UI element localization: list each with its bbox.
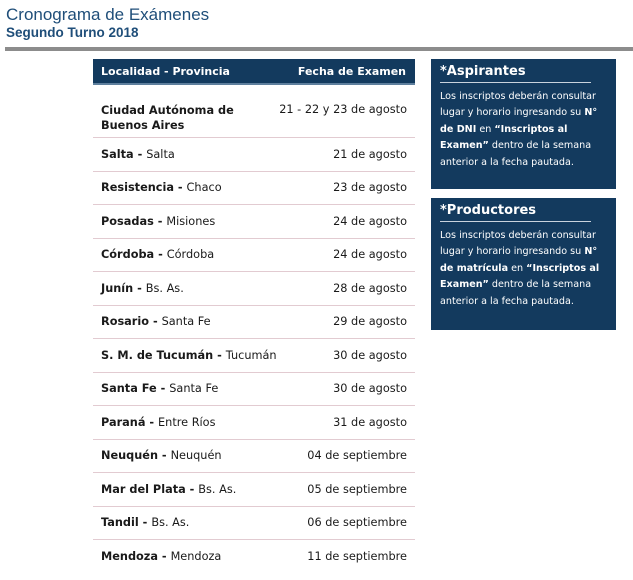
city-name: Mar del Plata <box>101 482 186 496</box>
productores-info-box <box>431 198 616 330</box>
table-row <box>93 306 415 340</box>
province-name: Chaco <box>186 181 222 195</box>
aspirantes-text-part: en <box>476 123 495 135</box>
exam-date-cell: 05 de septiembre <box>307 482 407 496</box>
table-row <box>93 205 415 239</box>
table-row <box>93 339 415 373</box>
location-separator: - <box>138 516 152 530</box>
location-cell <box>101 550 221 563</box>
productores-text-part: Los inscriptos deberán consultar lugar y horario ingresando su <box>440 229 596 257</box>
aspirantes-text-part: dentro de la semana anterior a la fecha pautada. <box>440 140 592 168</box>
location-cell <box>101 148 175 161</box>
location-cell <box>101 483 236 496</box>
productores-inscriptos-link-text: “Inscriptos al Examen” <box>440 262 600 290</box>
header-exam-date: Fecha de Examen <box>297 64 406 78</box>
location-separator: - <box>154 248 167 262</box>
aspirantes-text <box>440 89 607 172</box>
table-row <box>93 172 415 206</box>
city-name: Junín <box>101 281 134 295</box>
aspirantes-info-box <box>431 59 616 189</box>
city-name: S. M. de Tucumán <box>101 348 214 362</box>
city-name: Salta <box>101 147 134 161</box>
exam-date-cell: 06 de septiembre <box>307 516 407 530</box>
location-separator: - <box>133 147 147 161</box>
table-row <box>93 272 415 306</box>
location-separator: - <box>185 482 199 496</box>
location-separator: - <box>158 449 171 463</box>
province-name: Córdoba <box>166 248 215 262</box>
page-subtitle: Segundo Turno 2018 <box>6 25 139 40</box>
province-name: Bs. As. <box>151 516 190 530</box>
province-name: Entre Ríos <box>158 415 216 429</box>
aspirantes-dni-label: N° de DNI <box>440 107 598 135</box>
province-name: Santa Fe <box>161 315 211 329</box>
table-row <box>93 91 415 138</box>
city-name: Córdoba <box>101 248 155 262</box>
city-name: Mendoza <box>101 550 158 564</box>
location-cell <box>101 181 222 194</box>
exam-date-cell: 29 de agosto <box>333 315 407 329</box>
location-cell <box>101 349 277 362</box>
productores-text <box>440 228 607 311</box>
location-separator: - <box>173 181 187 195</box>
aspirantes-text-part: Los inscriptos deberán consultar lugar y horario ingresando su <box>440 90 596 118</box>
table-row <box>93 440 415 474</box>
city-name: Resistencia <box>101 181 174 195</box>
province-name: Mendoza <box>170 550 222 564</box>
schedule-rows <box>93 91 415 574</box>
location-cell <box>101 416 215 429</box>
location-separator: - <box>149 315 162 329</box>
exam-date-cell: 11 de septiembre <box>307 550 407 564</box>
location-cell <box>101 103 251 133</box>
title-divider <box>5 47 633 51</box>
productores-title: *Productores <box>440 203 591 222</box>
location-separator: - <box>156 382 170 396</box>
location-cell <box>101 382 218 395</box>
city-name: Posadas <box>101 214 154 228</box>
exam-date-cell: 30 de agosto <box>333 348 407 362</box>
productores-text-part: en <box>508 262 527 274</box>
province-name: Misiones <box>166 214 216 228</box>
location-cell <box>101 282 184 295</box>
province-name: Neuquén <box>170 449 222 463</box>
exam-date-cell: 04 de septiembre <box>307 449 407 463</box>
table-row <box>93 138 415 172</box>
table-row <box>93 239 415 273</box>
city-name: Paraná <box>101 415 146 429</box>
city-name: Tandil <box>101 516 139 530</box>
table-row <box>93 507 415 541</box>
city-name: Neuquén <box>101 449 158 463</box>
table-row <box>93 373 415 407</box>
exam-date-cell: 30 de agosto <box>333 382 407 396</box>
exam-date-cell: 24 de agosto <box>333 214 407 228</box>
exam-date-cell: 21 de agosto <box>333 147 407 161</box>
location-cell <box>101 215 215 228</box>
location-cell <box>101 449 222 462</box>
location-separator: - <box>153 214 167 228</box>
location-cell <box>101 315 211 328</box>
location-separator: - <box>158 550 171 564</box>
productores-matricula-label: N° de matrícula <box>440 246 598 274</box>
city-name: Ciudad Autónoma de Buenos Aires <box>101 104 234 132</box>
province-name: Santa Fe <box>169 382 219 396</box>
province-name: Bs. As. <box>198 482 237 496</box>
location-separator: - <box>213 348 226 362</box>
table-row <box>93 540 415 574</box>
city-name: Rosario <box>101 315 150 329</box>
aspirantes-title: *Aspirantes <box>440 64 591 83</box>
page-title: Cronograma de Exámenes <box>6 5 210 24</box>
exam-date-cell: 21 - 22 y 23 de agosto <box>279 103 407 116</box>
exam-schedule-table <box>93 59 415 574</box>
location-separator: - <box>145 415 159 429</box>
exam-date-cell: 24 de agosto <box>333 248 407 262</box>
header-location: Localidad - Provincia <box>101 64 230 78</box>
location-cell <box>101 516 189 529</box>
exam-date-cell: 31 de agosto <box>333 415 407 429</box>
city-name: Santa Fe <box>101 382 157 396</box>
location-separator: - <box>133 281 146 295</box>
aspirantes-inscriptos-link-text: “Inscriptos al Examen” <box>440 123 568 151</box>
productores-text-part: dentro de la semana anterior a la fecha pautada. <box>440 279 592 307</box>
province-name: Tucumán <box>225 348 277 362</box>
province-name: Salta <box>146 147 175 161</box>
exam-date-cell: 28 de agosto <box>333 281 407 295</box>
province-name: Bs. As. <box>145 281 184 295</box>
exam-date-cell: 23 de agosto <box>333 181 407 195</box>
location-cell <box>101 248 214 261</box>
schedule-header-row <box>93 59 415 85</box>
table-row <box>93 406 415 440</box>
table-row <box>93 473 415 507</box>
